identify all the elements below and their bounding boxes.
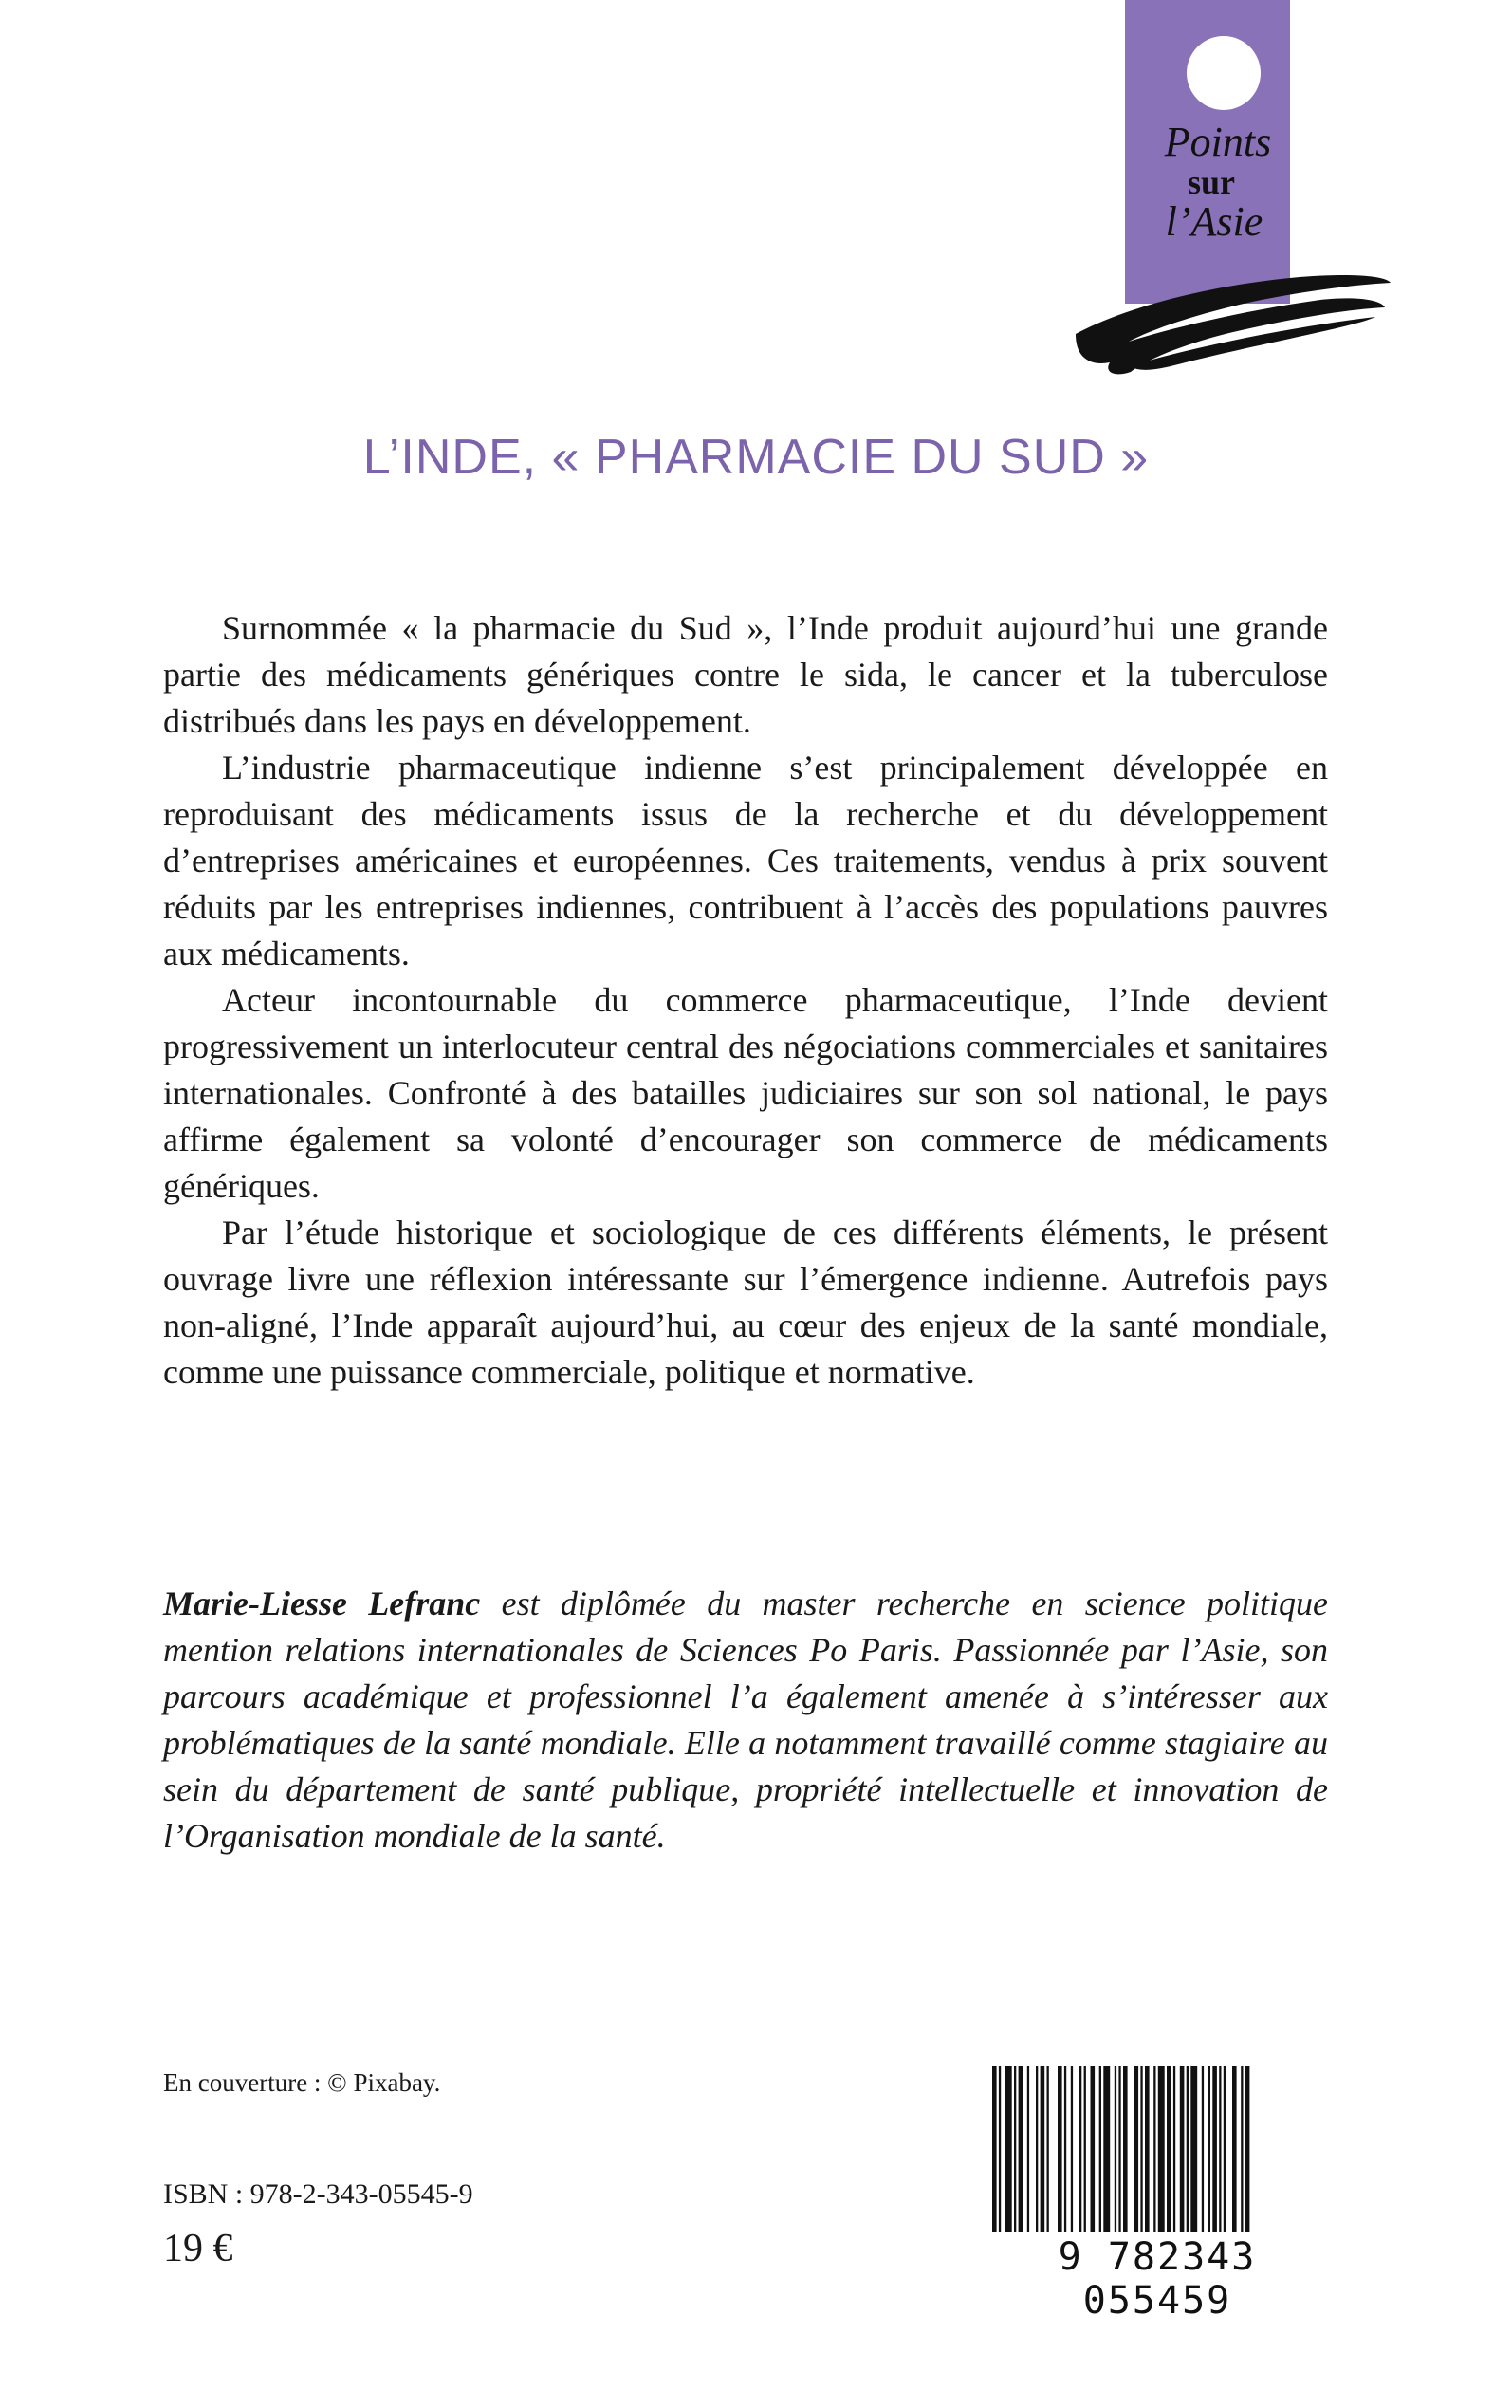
price: 19 €: [163, 2227, 233, 2270]
summary-paragraph: Acteur incontournable du commerce pharmaceutique, l’Inde devient progressivement un interlocuteur central des négociations commerciales et sanitaires internationales. Confronté à des batailles judiciaires sur son sol national, le pays affirme également sa volonté d’encourager son commerce de médicaments génériques.: [163, 981, 1328, 1205]
author-bio: [163, 1581, 1328, 1860]
author-name: Marie-Liesse Lefranc: [163, 1584, 481, 1622]
brush-stroke-icon: [1072, 268, 1394, 391]
isbn: ISBN : 978-2-343-05545-9: [163, 2178, 473, 2210]
series-circle-icon: [1187, 36, 1261, 110]
summary-paragraph: Surnommée « la pharmacie du Sud », l’Inde produit aujourd’hui une grande partie des médicaments génériques contre le sida, le cancer et la tuberculose distribués dans les pays en développement.: [163, 609, 1328, 740]
series-logo-line1: Points: [1164, 119, 1272, 165]
author-bio-text: est diplômée du master recherche en science politique mention relations internationales de Sciences Po Paris. Passionnée par l’Asie, son parcours académique et professionnel l’a également amenée à s’intéresser aux problématiques de la santé mondiale. Elle a notamment travaillé comme stagiaire au sein du département de santé publique, propriété intellectuelle et innovation de l’Organisation mondiale de la santé.: [163, 1584, 1328, 1855]
summary-paragraph: Par l’étude historique et sociologique de ces différents éléments, le présent ouvrage livre une réflexion intéressante sur l’émergence indienne. Autrefois pays non-aligné, l’Inde apparaît aujourd’hui, au cœur des enjeux de la santé mondiale, comme une puissance commerciale, politique et normative.: [163, 1213, 1328, 1391]
series-logo-line2: sur: [1187, 163, 1235, 201]
barcode-number: 9 782343 055459: [1058, 2235, 1257, 2323]
summary-paragraph: L’industrie pharmaceutique indienne s’est principalement développée en reproduisant des médicaments issus de la recherche et du développement d’entreprises américaines et européennes. Ces traitements, vendus à prix souvent réduits par les entreprises indiennes, contribuent à l’accès des populations pauvres aux médicaments.: [163, 749, 1328, 972]
book-title: L’INDE, « PHARMACIE DU SUD »: [362, 430, 1150, 485]
barcode-bars-icon: [986, 2066, 1328, 2237]
series-logo: [1125, 121, 1290, 245]
summary-text: [163, 605, 1328, 1396]
cover-credit: En couverture : © Pixabay.: [163, 2068, 441, 2097]
series-logo-line3: l’Asie: [1165, 198, 1263, 245]
